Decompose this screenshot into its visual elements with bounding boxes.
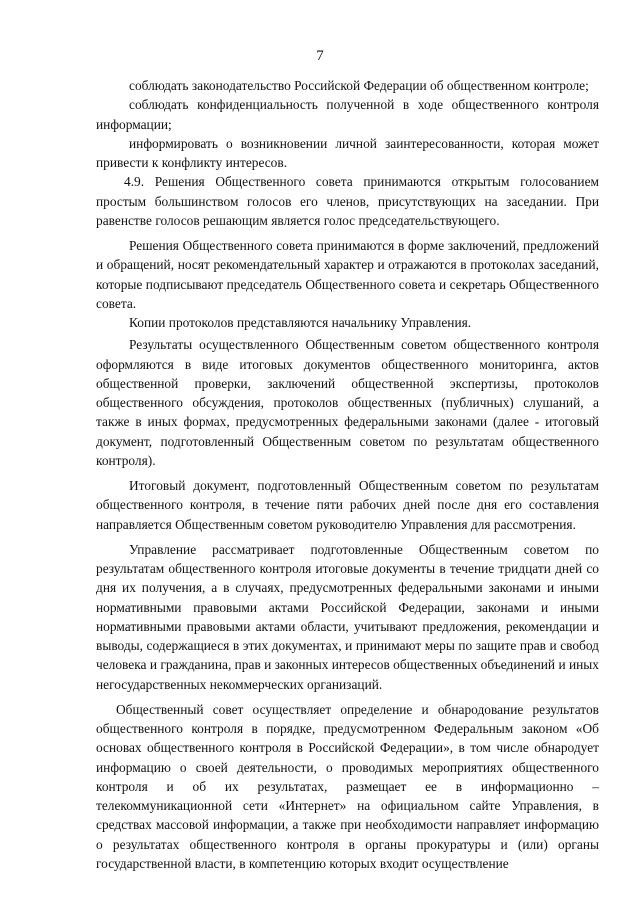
paragraph: Общественный совет осуществляет определение и обнародование результатов общественного контроля в порядке, предусмотренном Федеральным законом «Об основах общественного контроля в Российской Федерации», в том числе обнародует информацию о своей деятельности, о проводимых мероприятиях общественного контроля и об их результатах, размещает ее в информационно – телекоммуникационной сети «Интернет» на официальном сайте Управления, в средствах массовой информации, а также при необходимости направляет информацию о результатах общественного контроля в органы прокуратуры и (или) органы государственной власти, в компетенцию которых входит осуществление xyxy=(96,701,599,871)
page-number: 7 xyxy=(316,48,324,64)
paragraph: 4.9. Решения Общественного совета принимаются открытым голосованием простым большинством голосов его членов, присутствующих на заседании. При равенстве голосов решающим является голос председательствующего. xyxy=(96,174,599,228)
paragraph: информировать о возникновении личной заинтересованности, которая может привести к конфликту интересов. xyxy=(96,135,599,170)
paragraph: Управление рассматривает подготовленные Общественным советом по результатам общественного контроля итоговые документы в течение тридцати дней со дня их получения, а в случаях, предусмотренных федеральными законами и иными нормативными правовыми актами Российской Федерации, законами и иными нормативными правовыми актами области, учитывают предложения, рекомендации и выводы, содержащиеся в этих документах, и принимают меры по защите прав и свобод человека и гражданина, прав и законных интересов общественных объединений и иных негосударственных некоммерческих организаций. xyxy=(96,541,599,692)
paragraph: соблюдать конфиденциальность полученной в ходе общественного контроля информации; xyxy=(96,97,599,132)
paragraph: соблюдать законодательство Российской Федерации об общественном контроле; xyxy=(129,78,589,93)
paragraph: Решения Общественного совета принимаются в форме заключений, предложений и обращений, носят рекомендательный характер и отражаются в протоколах заседаний, которые подписывают председатель Общественного совета и секретарь Общественного совета. xyxy=(96,238,599,311)
document-body xyxy=(96,76,599,873)
paragraph: Итоговый документ, подготовленный Общественным советом по результатам общественного контроля, в течение пяти рабочих дней после дня его составления направляется Общественным советом руководителю Управления для рассмотрения. xyxy=(96,478,599,532)
paragraph: Результаты осуществленного Общественным советом общественного контроля оформляются в виде итоговых документов общественного мониторинга, актов общественной проверки, заключений общественной экспертизы, протоколов общественного обсуждения, протоколов общественных (публичных) слушаний, а также в иных формах, предусмотренных федеральными законами (далее - итоговый документ, подготовленный Общественным советом по результатам общественного контроля). xyxy=(96,337,599,468)
paragraph: Копии протоколов представляются начальнику Управления. xyxy=(129,315,472,330)
